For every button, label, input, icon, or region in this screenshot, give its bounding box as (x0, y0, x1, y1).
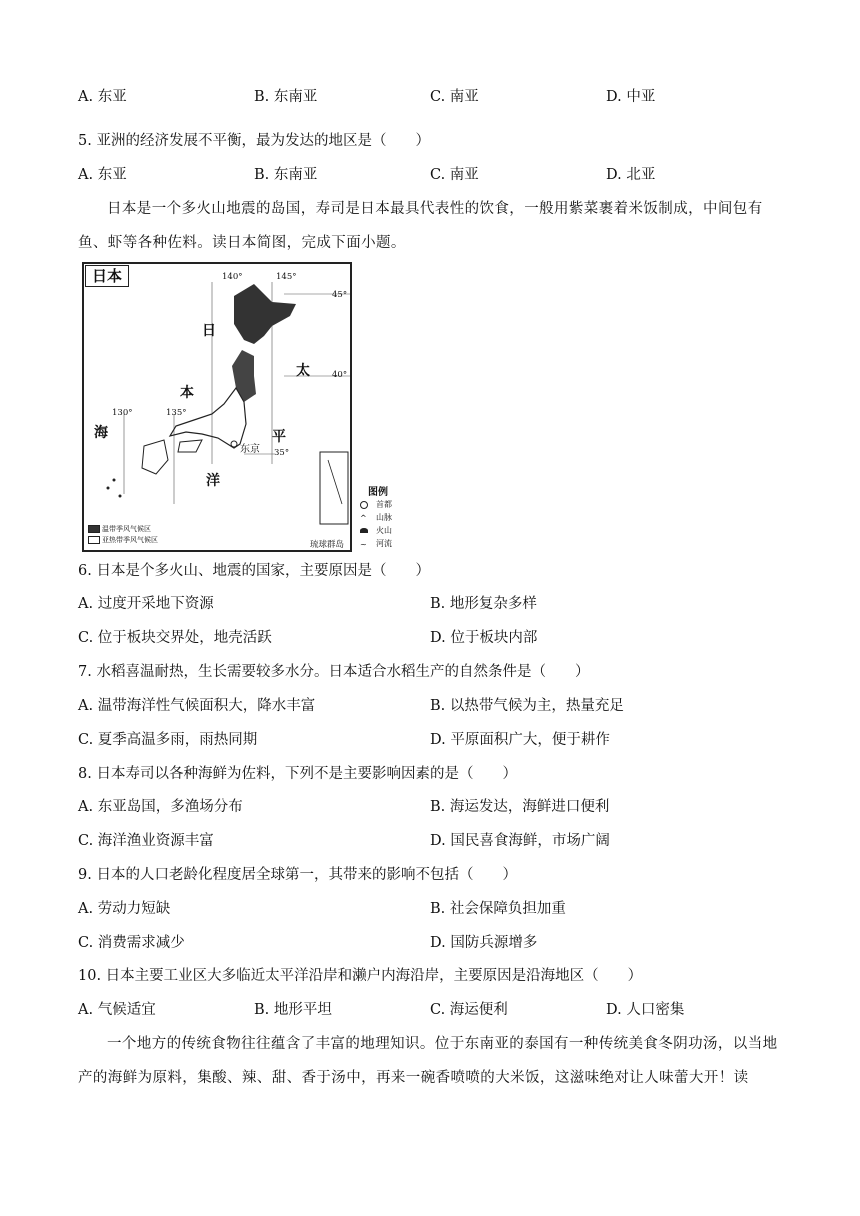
map-label-ri: 日 (202, 323, 216, 339)
q9-option-a: A. 劳动力短缺 (78, 901, 171, 917)
q7-option-c: C. 夏季高温多雨，雨热同期 (78, 732, 258, 748)
q6-stem: 6. 日本是个多火山、地震的国家，主要原因是（ ） (78, 563, 430, 579)
q7-option-b: B. 以热带气候为主，热量充足 (430, 698, 624, 714)
deg-35: 35° (274, 448, 290, 458)
q5-option-c: C. 南亚 (430, 167, 479, 183)
q6-option-a: A. 过度开采地下资源 (78, 596, 214, 612)
q6-option-b: B. 地形复杂多样 (430, 596, 537, 612)
deg-145: 145° (276, 272, 297, 282)
legend-volcano: 火山 (360, 525, 392, 536)
q10-option-b: B. 地形平坦 (254, 1002, 332, 1018)
capital-label: 东京 (240, 444, 260, 455)
q10-option-a: A. 气候适宜 (78, 1002, 156, 1018)
legend-capital: 首都 (360, 499, 392, 510)
q9-stem: 9. 日本的人口老龄化程度居全球第一，其带来的影响不包括（ ） (78, 867, 517, 883)
deg-40: 40° (332, 370, 348, 380)
q5-stem: 5. 亚洲的经济发展不平衡，最为发达的地区是（ ） (78, 133, 430, 149)
q4-option-b: B. 东南亚 (254, 89, 318, 105)
map-label-hai: 海 (94, 425, 108, 441)
map-label-ping: 平 (272, 429, 286, 445)
legend-river: ~ 河流 (360, 539, 392, 549)
q6-option-c: C. 位于板块交界处，地壳活跃 (78, 630, 272, 646)
q8-option-b: B. 海运发达，海鲜进口便利 (430, 799, 610, 815)
climate-legend (88, 524, 158, 546)
q8-option-a: A. 东亚岛国，多渔场分布 (78, 799, 243, 815)
deg-130: 130° (112, 408, 133, 418)
intro-thailand: 一个地方的传统食物往往蕴含了丰富的地理知识。位于东南亚的泰国有一种传统美食冬阴功汤，以当地产的海鲜为原料，集酸、辣、甜、香于汤中，再来一碗香喷喷的大米饭，这滋味绝对让人味蕾大开！读 (78, 1036, 778, 1086)
climate-legend-temperate: 温带季风气候区 (88, 524, 158, 535)
map-title: 日本 (85, 265, 129, 287)
legend-title: 图例 (368, 487, 388, 498)
mountain-icon: ^ (360, 513, 367, 523)
q6-option-d: D. 位于板块内部 (430, 630, 538, 646)
japan-map (82, 262, 352, 552)
deg-135: 135° (166, 408, 187, 418)
q8-option-d: D. 国民喜食海鲜，市场广阔 (430, 833, 610, 849)
legend-mountain: ^ 山脉 (360, 513, 392, 523)
q9-option-b: B. 社会保障负担加重 (430, 901, 566, 917)
q7-option-a: A. 温带海洋性气候面积大，降水丰富 (78, 698, 316, 714)
q10-stem: 10. 日本主要工业区大多临近太平洋沿岸和濑户内海沿岸，主要原因是沿海地区（ ） (78, 968, 643, 984)
volcano-icon (360, 528, 368, 533)
q5-option-a: A. 东亚 (78, 167, 127, 183)
q5-option-b: B. 东南亚 (254, 167, 318, 183)
q9-option-c: C. 消费需求减少 (78, 935, 185, 951)
map-label-tai: 太 (296, 363, 310, 379)
river-icon: ~ (360, 539, 367, 549)
japan-map-drawing (84, 264, 350, 550)
q5-option-d: D. 北亚 (606, 167, 656, 183)
q4-option-c: C. 南亚 (430, 89, 479, 105)
q8-stem: 8. 日本寿司以各种海鲜为佐料，下列不是主要影响因素的是（ ） (78, 766, 517, 782)
q8-option-c: C. 海洋渔业资源丰富 (78, 833, 214, 849)
q10-option-c: C. 海运便利 (430, 1002, 508, 1018)
deg-140: 140° (222, 272, 243, 282)
q7-stem: 7. 水稻喜温耐热，生长需要较多水分。日本适合水稻生产的自然条件是（ ） (78, 664, 590, 680)
q7-option-d: D. 平原面积广大，便于耕作 (430, 732, 610, 748)
q4-option-a: A. 东亚 (78, 89, 127, 105)
map-label-ben: 本 (180, 385, 194, 401)
q4-option-d: D. 中亚 (606, 89, 656, 105)
intro-japan: 日本是一个多火山地震的岛国，寿司是日本最具代表性的饮食，一般用紫菜裹着米饭制成，中间包有鱼、虾等各种佐料。读日本简图，完成下面小题。 (78, 201, 763, 251)
capital-icon (360, 501, 368, 509)
deg-45: 45° (332, 290, 348, 300)
map-legend (358, 483, 438, 553)
inset-label: 琉球群岛 (310, 540, 345, 550)
q9-option-d: D. 国防兵源增多 (430, 935, 538, 951)
map-label-yang: 洋 (206, 473, 220, 489)
climate-legend-subtropical: 亚热带季风气候区 (88, 535, 158, 546)
q10-option-d: D. 人口密集 (606, 1002, 685, 1018)
